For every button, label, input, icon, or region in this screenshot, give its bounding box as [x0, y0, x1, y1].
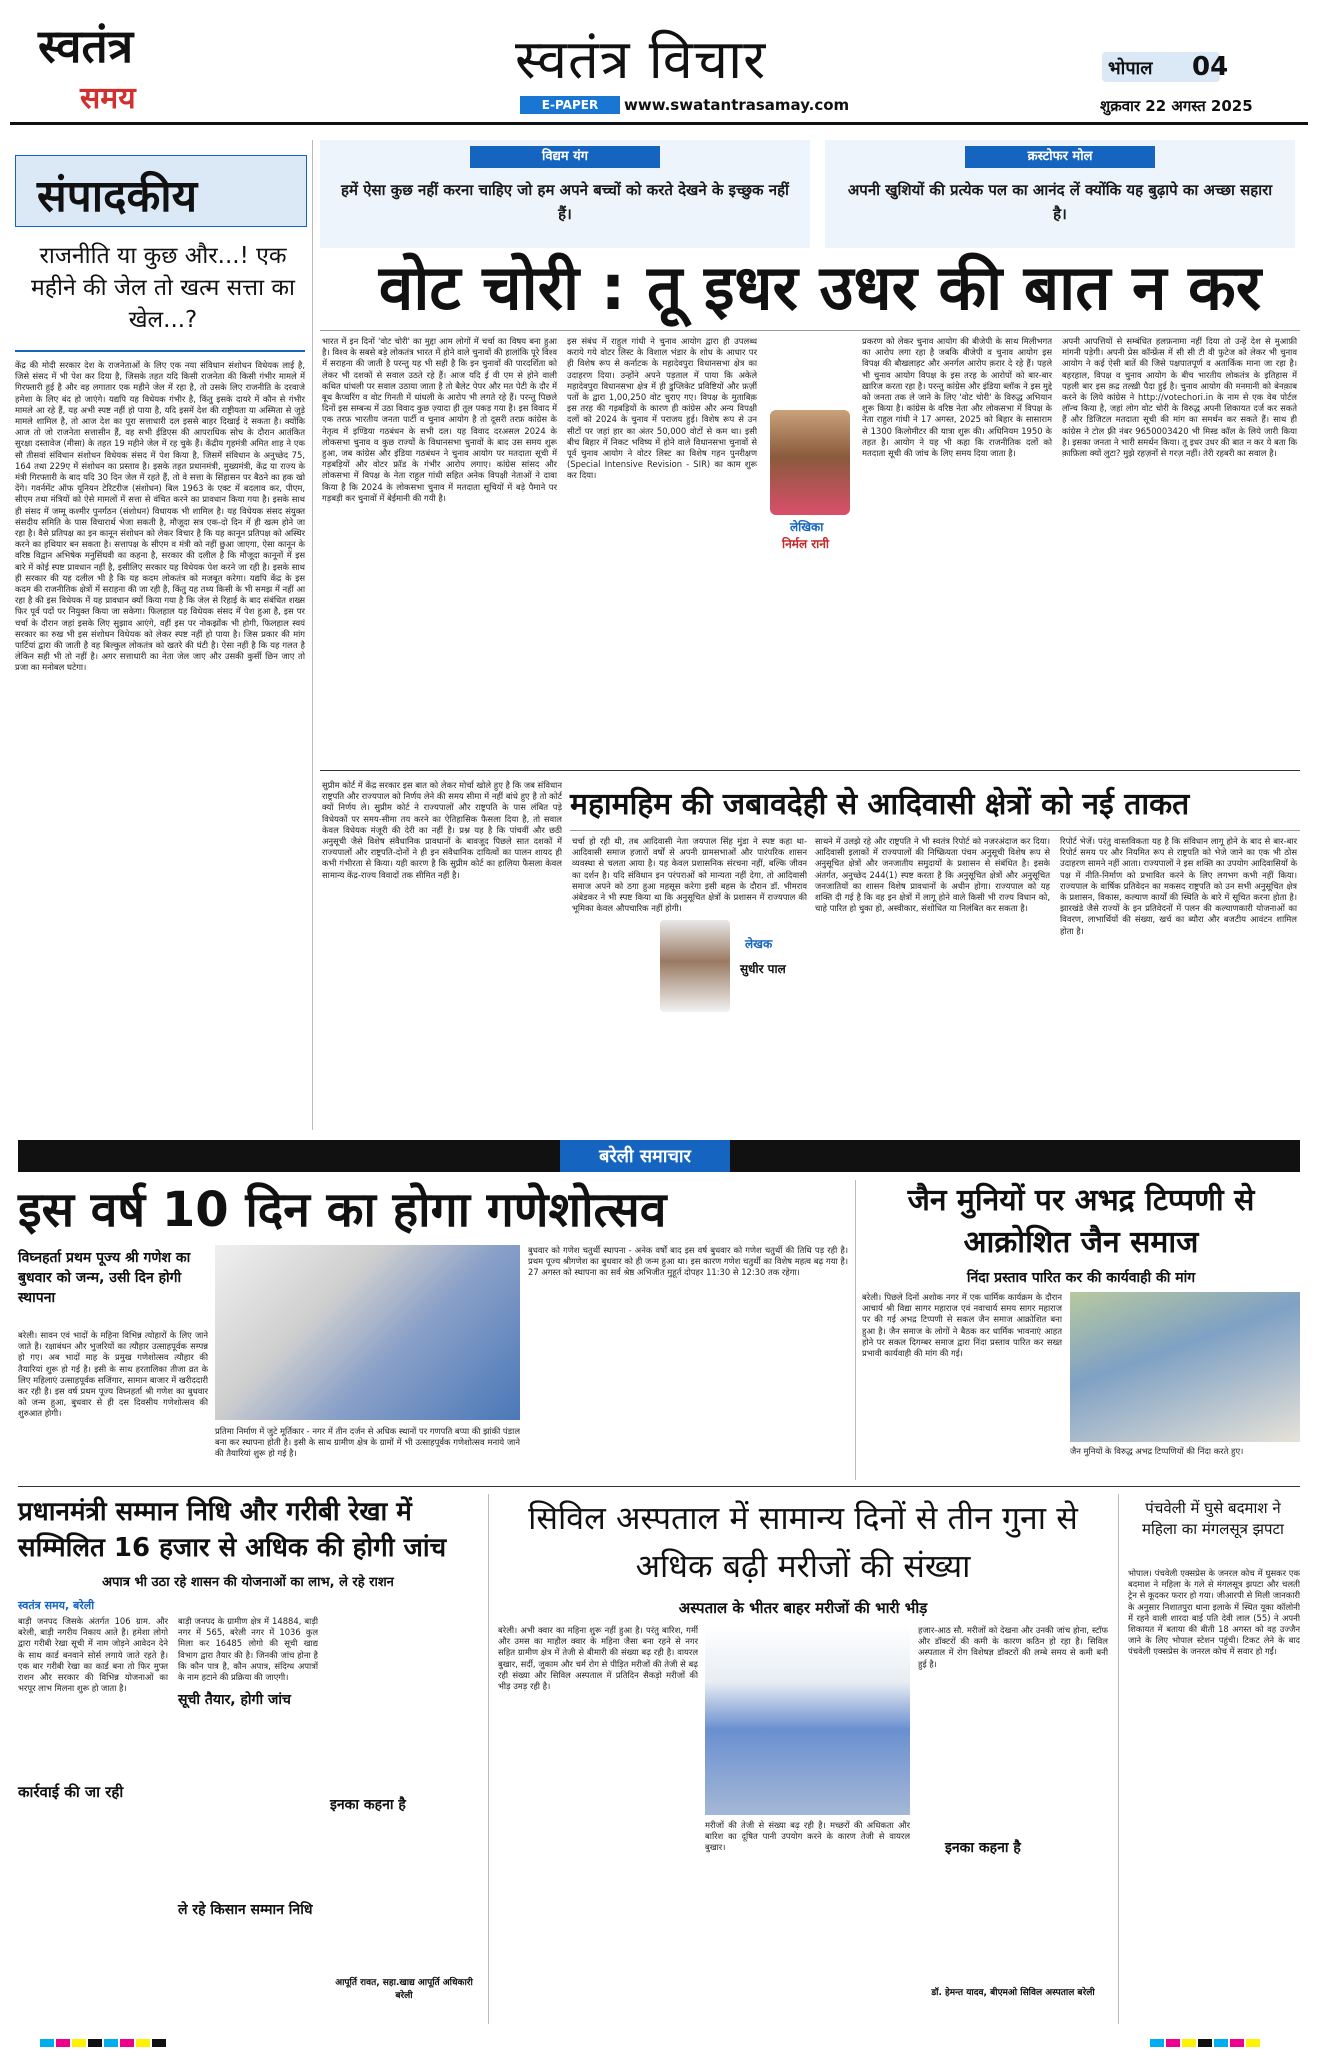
pm-kisan-sub-2: सूची तैयार, होगी जांच — [178, 1692, 291, 1708]
editorial-divider — [312, 140, 313, 1130]
main-col-3: प्रकरण को लेकर चुनाव आयोग की बीजेपी के साथ मिलीभगत का आरोप लगा रहा है जबकि बीजेपी व चुनाव आयोग इस विपक्ष की बौखलाहट और अनर्गल आरोप क़रार दे रहे हैं। पहले भी चुनाव आयोग विपक्ष के इस तरह के आरोपों को बार-बार ख़ारिज करता रहा है। परन्तु कांग्रेस और इंडिया ब्लॉक ने इस मुद्दे को जनता तक ले जाने के लिए 'वोट चोरी' के विरुद्ध अभियान शुरू किया है। कांग्रेस के वरिष्ठ नेता और लोकसभा में विपक्ष के नेता राहुल गांधी ने 17 अगस्त, 2025 को बिहार के सासाराम से 1300 किलोमीटर की यात्रा शुरू की। अधिनियम 1950 के तहत है। आयोग ने यह भी कहा कि राजनीतिक दलों को मतदाता सूची की जांच के लिए समय दिया जाता है। — [862, 336, 1052, 459]
pm-kisan-headline: प्रधानमंत्री सम्मान निधि और गरीबी रेखा में सम्मिलित 16 हजार से अधिक की होगी जांच — [18, 1497, 447, 1563]
hospital-signature: डॉ. हेमन्त यादव, बीएमओ सिविल अस्पताल बरेली — [931, 1988, 1095, 1998]
pm-kisan-signature: आपूर्ति रावत, सहा.खाद्य आपूर्ति अधिकारी बरेली — [335, 1978, 473, 2001]
pm-kisan-subhead: अपात्र भी उठा रहे शासन की योजनाओं का लाभ, ले रहे राशन — [102, 1575, 394, 1590]
epaper-badge: E-PAPER — [520, 96, 620, 114]
quote-1 — [320, 140, 810, 248]
tribal-col-3: साथने में उलझे रहे और राष्ट्रपति ने भी स्वतंत्र रिपोर्ट को नजरअंदाज कर दिया। आदिवासी इलाकों में राज्यपालों की निष्क्रियता पंचम अनुसूची विशेष रूप से अनुसूचित क्षेत्रों और जनजातीय समुदायों के प्रशासन से संबंधित है। इसके अंतर्गत, अनुच्छेद 244(1) स्पष्ट करता है कि अनुसूचित क्षेत्रों और अनुसूचित जनजातियों का शासन विशेष प्रावधानों के अधीन होगा। राज्यपाल को यह शक्ति दी गई है कि वह इन क्षेत्रों में लागू होने वाले किसी भी राज्य विधान को, चाहे पारित हो चुका हो, अस्वीकार, संशोधित या निलंबित कर सकता है। — [815, 836, 1050, 914]
hospital-body-2: हजार-आठ सौ. मरीजों को देखना और उनकी जांच होना, स्टॉफ और डॉक्टरों की कमी के कारण कठिन हो रहा है। सिविल अस्पताल में रोग विशेषज्ञ डॉक्टरों की लम्बे समय से कमी बनी हुई है। — [918, 1625, 1108, 1669]
author-name: निर्मल रानी — [782, 537, 830, 551]
ganesh-divider — [855, 1180, 856, 1480]
editorial-body: केंद्र की मोदी सरकार देश के राजनेताओं के लिए एक नया संविधान संशोधन विधेयक लाई है, जिसे संसद में भी पेश कर दिया है, जिसके तहत यदि किसी राजनेता की किसी गंभीर मामले में गिरफ्तारी हुई है और वह लगातार एक महीने जेल में रहा है, तो उसके लिए राजनीति के दरवाजे हमेशा के लिए बंद हो जाएंगे। यद्यपि यह विधेयक गंभीर है, किंतु इसके दायरे में कौन से गंभीर मामले आ रहे हैं, यह अभी स्पष्ट नहीं हो पाया है, यदि इसमें देश की राष्ट्रीयता या अस्मिता से जुड़े मामले शामिल है, तो आज देश का पूरा सत्ताधारी दल इससे बाहर दिखाई दे सकता है। क्योंकि आज तो जो राजनेता सत्तासीन हैं, वह सभी ईडिएस की आपराधिक सोच के दौरान आतंकित सुरक्षा दस्तावेज (मीसा) के तहत 19 महीने जेल में रह चुके हैं। केंद्रीय गृहमंत्री अमित शाह ने एक सौ तीसवां संविधान संशोधन विधेयक संसद में पेश किया है, जिसमें संविधान के अनुच्छेद 75, 164 तथा 229ए में संशोधन का प्रस्ताव है। इसके तहत प्रधानमंत्री, मुख्यमंत्री, केंद्र या राज्य के मंत्री गिरफ्तारी के बाद यदि 30 दिन जेल में रहते हैं, तो वे सत्ता के सिंहासन पर बैठने का हक खो देंगे। गवर्नमेंट ऑफ यूनियन टेरिटरीज (संशोधन) बिल 1963 के एक्ट में बदलाव कर, पीएम, सीएम तथा मंत्रियों को ऐसे मामलों में सत्ता से वंचित करने का प्रावधान किया गया है। इसके साथ ही संसद में जम्मू कश्मीर पुनर्गठन (संशोधन) विधायक भी शामिल है। यह विधेयक संसद संयुक्त संसदीय समिति के पास विचारार्थ भेजा सकती है, मौजूदा सत्र एक-दो दिन में ही खत्म होने जा रहा है। वैसे प्रतिपक्ष का इन कानून संशोधन को लेकर विचार है कि यह कानून प्रतिपक्ष को अस्थिर करने का हथियार बन सकता है। सत्तापक्ष के सीएम व मंत्री को नहीं छुआ जाएगा, ऐसा कानून के वरिष्ठ विद्वान अभिषेक मनुसिंघवी का कहना है, सरकार की दलील है कि मौजूदा कानूनों में इस बारे में कोई स्पष्ट प्रावधान नहीं है, इसीलिए सरकार यह विधेयक पेश करने जा रही है। इसके साथ ही सरकार की यह दलील भी है कि यह कदम लोकतंत्र को मजबूत करेगा। यद्यपि केंद्र के इस कदम की राजनीतिक क्षेत्रों में सराहना की जा रही है, किंतु यह तथ्य किसी के भी समझ में नहीं आ रहा है की इस विधेयक में यह प्रावधान क्यों किया गया है कि जेल से रिहाई के बाद संबंधित शख्स फिर पूर्व पदों पर नियुक्त किया जा सकेगा। फिलहाल यह विधेयक संसद में पेश हुआ है, इस पर चर्चा के दौरान जहां इसके लिए सुझाव आएंगे, वहीं इस पर नोकझोंक भी होगी, फिलहाल स्वयं सरकार का रुख भी इस संशोधन विधेयक को लेकर स्पष्ट नहीं हो पाया है। जिस प्रकार की मांग पार्टियां द्वारा की जाती है वह बिल्कुल लोकतंत्र को खतरे की घंटी है। ऐसा नहीं है कि यह गलत है लेकिन सही भी तो नहीं है। अगर सत्ताधारी का नेता जेल जाए और उसकी कुर्सी छिन जाए तो प्रजा का मनोबल घटेगा। — [15, 360, 305, 673]
title: स्वतंत्र विचार — [515, 28, 767, 91]
main-col-4: अपनी आपत्तियों से सम्बंधित हलफ़नामा नहीं दिया तो उन्हें देश से मुआफ़ी मांगनी पड़ेगी। अपनी प्रेस कॉन्फ्रेंस में सी सी टी वी फुटेज को लेकर भी चुनाव आयोग ने कई ऐसी बातें की जिसे पक्षपातपूर्ण व अतार्किक माना जा रहा है। बहरहाल, विपक्ष व चुनाव आयोग के बीच भारतीय लोकतंत्र के इतिहास में पहली बार इस क़द्र तल्ख़ी पैदा हुई है। चुनाव आयोग की मनमानी को बेनक़ाब करने के लिये कांग्रेस ने http://votechori.in के नाम से एक वेब पोर्टल लॉन्च किया है, जहां लोग वोट चोरी के विरुद्ध अपनी शिकायत दर्ज कर सकते हैं और डिजिटल मतदाता सूची की मांग का समर्थन कर सकते हैं। साथ ही कांग्रेस ने टोल फ़्री नंबर 9650003420 भी मिस्ड कॉल के लिये जारी किया है। इसका जनता ने भारी समर्थन किया। तू इधर उधर की बात न कर ये बता कि क़ाफ़िला क्यों लुटा? मुझे रहज़नों से गरज़ नहीं। तेरी रहबरी का सवाल है। — [1062, 336, 1297, 459]
pm-kisan-byline: स्वतंत्र समय, बरेली — [18, 1599, 95, 1612]
main-col-2: इस संबंध में राहुल गांधी ने चुनाव आयोग द्वारा ही उपलब्ध कराये गये वोटर लिस्ट के विशाल भंडार के शोध के आधार पर ही विशेष रूप से कर्नाटक के महादेवपुरा विधानसभा क्षेत्र का उदाहरण दिया। उन्होंने अपने पड़ताल में पाया कि अकेले महादेवपुरा विधानसभा क्षेत्र में ही डुप्लिकेट प्रविष्टियों और फ़र्ज़ी पतों के द्वारा 1,00,250 वोट चुराए गए। विपक्ष के मुताबिक़ इस तरह की गड़बड़ियों के कारण ही कांग्रेस और अन्य विपक्षी दलों को 2024 के चुनाव में पराजय हुई। विशेष रूप से उन सीटों पर जहां हार का अंतर 50,000 वोटों से कम था। इसी बीच बिहार में निकट भविष्य में होने वाले विधानसभा चुनावों से पूर्व चुनाव आयोग ने वोटर लिस्ट का विशेष गहन पुनरीक्षण (Special Intensive Revision - SIR) का काम शुरू कर दिया। — [567, 336, 757, 481]
ganesh-body-3: बुधवार को गणेश चतुर्थी स्थापना - अनेक वर्षों बाद इस वर्ष बुधवार को गणेश चतुर्थी की तिथि पड़ रही है। प्रथम पूज्य श्रीगणेश का बुधवार को ही जन्म हुआ था। इस कारण गणेश चतुर्थी का विशेष महत्व बढ़ गया है। 27 अगस्त को स्थापना का सर्व श्रेष्ठ अभिजीत मुहूर्त दोपहर 11:30 से 12:30 तक रहेगा। — [528, 1245, 848, 1278]
jain-body: बरेली। पिछले दिनों अशोक नगर में एक धार्मिक कार्यक्रम के दौरान आचार्य श्री विद्या सागर महाराज एवं नवाचार्य समय सागर महाराज पर की गई अभद्र टिप्पणी से सकल जैन समाज आक्रोशित बना हुआ है। जैन समाज के लोगों ने बैठक कर धार्मिक भावनाएं आहत होने पर सकल दिगम्बर समाज द्वारा निंदा प्रस्ताव पारित कर सख्त प्रभावी कार्यवाही की मांग की गई। — [862, 1292, 1062, 1359]
main-col-1: भारत में इन दिनों 'वोट चोरी' का मुद्दा आम लोगों में चर्चा का विषय बना हुआ है। विश्व के सबसे बड़े लोकतंत्र भारत में होने वाले चुनावों की हालांकि पूरे विश्व में सराहना की जाती है परन्तु यह भी सही है कि इन चुनावों की पारदर्शिता को लेकर भी दशकों से सवाल उठते रहे हैं। आज यदि ई वी एम से होने वाली कथित धांधली पर सवाल उठाया जाता है तो बैलेट पेपर और मत पेटी के दौर में बूथ कैप्चरिंग व वोट गिनती में धांधली के आरोप भी लगते रहे हैं। परन्तु पिछले दिनों इस सम्बन्ध में उठा विवाद कुछ ज़्यादा ही तूल पकड़ गया है। इस विवाद में एक तरफ़ भारतीय जनता पार्टी व चुनाव आयोग है तो दूसरी तरफ़ कांग्रेस के नेतृत्व में इण्डिया गठबंधन के सभी दल। यह विवाद दरअसल 2024 के लोकसभा चुनाव व कुछ राज्यों के विधानसभा चुनावों के बाद उस समय शुरू हुआ, जब कांग्रेस और इंडिया गठबंधन ने चुनाव आयोग पर मतदाता सूची में गड़बड़ियों और वोटर फ्रॉड के गंभीर आरोप लगाए। कांग्रेस सांसद और लोकसभा में विपक्ष के नेता राहुल गांधी सहित अनेक विपक्षी नेताओं ने दावा किया है कि 2024 के लोकसभा चुनाव में मतदाता सूचियों में बड़े पैमाने पर गड़बड़ी कर चुनावों में बेईमानी की गयी है। — [322, 336, 557, 503]
quote-2-author: क्रस्टोफर मोल — [965, 146, 1155, 168]
editorial-headline-rule — [15, 350, 305, 352]
hospital-sub-1: इनका कहना है — [945, 1840, 1021, 1856]
tribal-col-2: चर्चा हो रही थी, तब आदिवासी नेता जयपाल सिंह मुंडा ने स्पष्ट कहा था- आदिवासी समाज हजारों वर्षों से अपनी ग्रामसभाओं और पारंपरिक शासन व्यवस्था से चलता आया है। यह केवल प्रशासनिक संरचना नहीं, बल्कि जीवन का दर्शन है। यदि संविधान इन परंपराओं को मान्यता नहीं देगा, तो आदिवासी समाज अपने को ठगा हुआ महसूस करेगा इसी बहस के दौरान डॉ. भीमराव अंबेडकर ने भी स्पष्ट किया था कि अनुसूचित क्षेत्रों के प्रशासन में राज्यपाल की भूमिका केवल औपचारिक नहीं होगी। — [572, 836, 807, 914]
hospital-caption: मरीजों की तेजी से संख्या बढ़ रही है। मच्छरों की अधिकता और बारिश का दूषित पानी उपयोग करने के कारण तेजी से वायरल बुखार। — [705, 1820, 910, 1853]
jain-subhead: निंदा प्रस्ताव पारित कर की कार्यवाही की मांग — [966, 1270, 1196, 1286]
pm-kisan-body: बाड़ी जनपद जिसके अंतर्गत 106 ग्राम. और बरेली, बाड़ी नगरीय निकाय आते है। हमेशा लोगो द्वारा गरीबी रेखा सूची में नाम जोड़ने आवेदन देने के साथ कार्ड बनवाने सोर्स लगाये जाते रहते है। एक बार गरीबी रेखा का कार्ड बना तो फिर मुफ्त राशन और सरकार की विभिन्न योजनाओं का भरपूर लाभ मिलना शुरू हो जाता है। — [18, 1616, 168, 1694]
main-story-bottom-rule — [320, 770, 1300, 771]
main-headline-rule — [320, 330, 1300, 331]
author-tag: लेखिका — [790, 520, 824, 534]
city: भोपाल — [1108, 58, 1153, 79]
tribal-headline-rule — [570, 830, 1300, 831]
jain-caption: जैन मुनियों के विरुद्ध अभद्र टिप्पणियों की निंदा करते हुए। — [1070, 1446, 1244, 1456]
ganesh-photo — [215, 1245, 520, 1420]
logo-line1: स्वतंत्र — [38, 19, 134, 73]
ganesh-headline: इस वर्ष 10 दिन का होगा गणेशोत्सव — [18, 1182, 667, 1238]
hospital-divider — [1118, 1494, 1119, 2024]
date: शुक्रवार 22 अगस्त 2025 — [1100, 97, 1253, 115]
jain-bottom-rule — [18, 1486, 1300, 1487]
editorial-title: संपादकीय — [37, 171, 198, 222]
section-title: बरेली समाचार — [599, 1146, 691, 1167]
ganesh-body-2: प्रतिमा निर्माण में जुटे मूर्तिकार - नगर में तीन दर्जन से अधिक स्थानों पर गणपति बप्पा की झांकी पंडाल बना कर स्थापना होती है। इसी के साथ ग्रामीण क्षेत्र के ग्रामों में भी उत्साहपूर्वक गणेशोत्सव मनाये जाने की तैयारियां शुरू हो गई है। — [215, 1426, 520, 1459]
cmyk-registration-marks-right — [1150, 2032, 1262, 2051]
jain-photo — [1070, 1292, 1300, 1442]
pm-kisan-body-2: बाड़ी जनपद के ग्रामीण क्षेत्र में 14884, बाड़ी नगर में 565, बरेली नगर में 1036 कुल मिला कर 16485 लोगो की सूची खाद्य विभाग द्वारा तैयार की है। जिनकी जांच होना है कि कौन पात्र है, कौन अपात्र, संदिग्ध अपात्रों के नाम हटाने की प्रक्रिया की जाएगी। — [178, 1616, 318, 1683]
masthead-rule — [10, 122, 1308, 125]
pm-kisan-sub-1: कार्रवाई की जा रही — [18, 1783, 124, 1801]
ganesh-subhead: विघ्नहर्ता प्रथम पूज्य श्री गणेश का बुधवार को जन्म, उसी दिन होगी स्थापना — [18, 1250, 191, 1306]
pm-kisan-sub-3: इनका कहना है — [330, 1797, 406, 1813]
tribal-author-tag: लेखक — [745, 937, 773, 951]
editorial-headline: राजनीति या कुछ और...! एक महीने की जेल तो खत्म सत्ता का खेल...? — [31, 243, 295, 333]
panchveli-body: भोपाल। पंचवेली एक्सप्रेस के जनरल कोच में घुसकर एक बदमाश ने महिला के गले से मंगलसूत्र झपटा और चलती ट्रेन से कूदकर फरार हो गया। जीआरपी से मिली जानकारी के अनुसार निशातपुरा थाना इलाके में स्थित यूका कॉलोनी में रहने वाली शारदा बाई पति देवी लाल (55) ने अपनी शिकायत में बताया की बीती 18 अगस्त को वह उज्जैन जाने के लिए भोपाल स्टेशन पहुंची। टिकट लेने के बाद पंचवेली एक्सप्रेस के जनरल कोच में सवार हो गईं। — [1128, 1568, 1300, 1657]
cmyk-registration-marks — [40, 2032, 168, 2051]
quote-1-author: विद्यम यंग — [470, 146, 660, 168]
logo-line2: समय — [80, 81, 136, 116]
quote-2 — [825, 140, 1295, 248]
tribal-author-photo — [660, 920, 730, 1012]
main-headline: वोट चोरी : तू इधर उधर की बात न कर — [378, 251, 1262, 324]
hospital-subhead: अस्पताल के भीतर बाहर मरीजों की भारी भीड़ — [678, 1599, 928, 1617]
pm-kisan-sub-4: ले रहे किसान सम्मान निधि — [178, 1900, 318, 1919]
tribal-col-1: सुप्रीम कोर्ट में केंद्र सरकार इस बात को लेकर मोर्चा खोले हुए है कि जब संविधान राष्ट्रपति और राज्यपाल को निर्णय लेने की समय सीमा में नहीं बांधे हुए है तो कोर्ट क्यों निर्णय ले। सुप्रीम कोर्ट ने राज्यपालों और राष्ट्रपति के पास लंबित पड़े विधेयकों पर समय-सीमा तय करने का ऐतिहासिक फैसला दिया है, तो सवाल केवल विधेयक मंजूरी की देरी का नहीं है। प्रश्न यह है कि पांचवीं और छठी अनुसूची जैसे विशेष संवैधानिक प्रावधानों के बावजूद पिछले सात दशकों में राज्यपालों और राष्ट्रपति-दोनों ने ही इन संवैधानिक दायित्वों का पालन शायद ही कभी गंभीरता से किया। यही कारण है कि सुप्रीम कोर्ट का हालिया फैसला केवल सामान्य केंद्र-राज्य विवादों तक सीमित नहीं है। — [322, 780, 562, 880]
ganesh-body: बरेली। सावन एवं भादों के महिना विभिन्न त्योहारों के लिए जाने जाते है। रक्षाबंधन और भुजरियों का त्यौहार उत्साहपूर्वक सम्पन्न हो गए। अब भादों माह के प्रमुख गणेशोत्सव त्यौहार की तैयारियां शुरू हो गई है। इसी के साथ हरतालिका तीजा व्रत के लिए महिलाएं उत्साहपूर्वक सजिंगार, सामान बाजार में खरीददारी कर रही है। इस वर्ष प्रथम पूज्य विघ्नहर्ता श्री गणेश का बुधवार को जन्म हुआ, बुधवार से ही दस दिवसीय गणेशोत्सव की शुरुआत होगी। — [18, 1330, 208, 1419]
hospital-photo — [705, 1625, 910, 1815]
jain-headline: जैन मुनियों पर अभद्र टिप्पणी से आक्रोशित जैन समाज — [907, 1183, 1255, 1260]
pm-kisan-divider — [488, 1494, 489, 2024]
tribal-author-name: सुधीर पाल — [740, 962, 786, 976]
quote-2-text: अपनी खुशियों की प्रत्येक पल का आनंद लें क्योंकि यह बुढ़ापे का अच्छा सहारा है। — [847, 181, 1273, 223]
hospital-body: बरेली। अभी क्वार का महिना शुरू नहीं हुआ है। परंतु बारिश, गर्मी और उमस का माहौल क्वार के महिना जैसा बना रहने से नगर सहित ग्रामीण क्षेत्र में तेजी से बीमारी की संख्या बढ़ रही है। वायरल बुखार, सर्दी, जुकाम और चर्म रोग से पीड़ित मरीजों की तेजी से बढ़ रही संख्या और सिविल अस्पताल में प्रतिदिन सैकड़ो मरीजों की भीड़ उमड़ रही है। — [498, 1625, 698, 1692]
tribal-headline: महामहिम की जबावदेही से आदिवासी क्षेत्रों को नई ताकत — [570, 787, 1190, 822]
hospital-headline: सिविल अस्पताल में सामान्य दिनों से तीन गुना से अधिक बढ़ी मरीजों की संख्या — [528, 1499, 1078, 1585]
panchveli-headline: पंचवेली में घुसे बदमाश ने महिला का मंगलसूत्र झपटा — [1142, 1499, 1284, 1538]
site-url[interactable]: www.swatantrasamay.com — [624, 96, 850, 114]
quote-1-text: हमें ऐसा कुछ नहीं करना चाहिए जो हम अपने बच्चों को करते देखने के इच्छुक नहीं हैं। — [341, 181, 789, 223]
editorial-section — [15, 140, 307, 1140]
tribal-col-4: रिपोर्ट भेजें। परंतु वास्तविकता यह है कि संविधान लागू होने के बाद से बार-बार रिपोर्ट समय पर और नियमित रूप से राष्ट्रपति को भेजे जाने का एक भी ठोस उदाहरण सामने नहीं आता। राज्यपालों ने इस शक्ति का उपयोग आदिवासियों के पक्ष में नीति-निर्माण को प्रभावित करने के लिए लगभग कभी नहीं किया। राज्यपाल के वार्षिक प्रतिवेदन का मकसद राष्ट्रपति को उन सभी अनुसूचित क्षेत्र के प्रशासन, विकास, कल्याण कार्यों की स्थिति के बारे में सूचित करना होता है। झारखंडे जैसे राज्यों के इन प्रतिवेदनों में पलन की कल्याणकारी योजनाओं का विवरण, लाभार्थियों की संख्या, खर्च का ब्यौरा और बजटीय आवंटन शामिल होता है। — [1060, 836, 1297, 936]
masthead — [0, 0, 1318, 140]
page-number: 04 — [1192, 52, 1229, 82]
author-photo — [770, 410, 850, 515]
